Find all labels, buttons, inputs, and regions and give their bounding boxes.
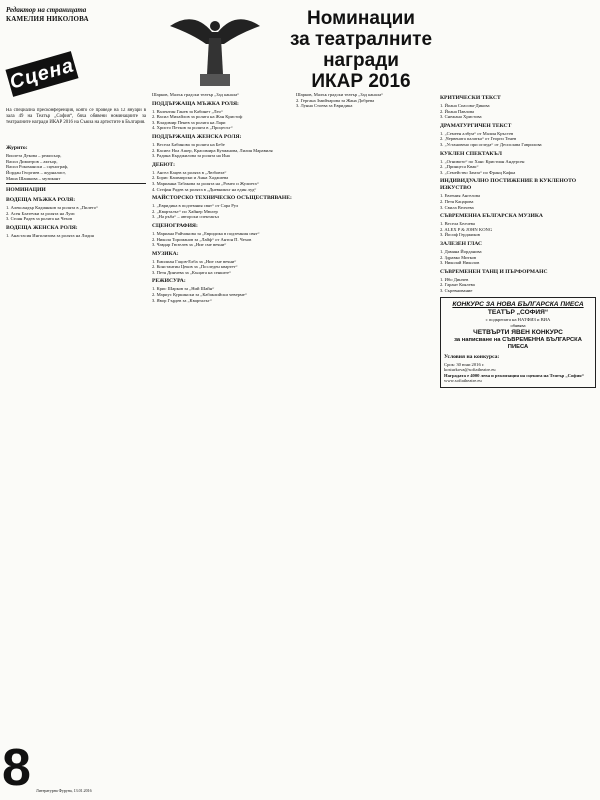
- debut-list: [152, 170, 292, 192]
- col2-intro: Шарков, Малък градски театър „Зад канала“: [152, 92, 240, 97]
- nominee: 1. Валентин Ганев за Кабинет „Лео“: [152, 108, 223, 114]
- editor-credit: [6, 6, 126, 23]
- contest-conditions-heading: Условия на конкурса:: [444, 353, 500, 360]
- column-2: [152, 92, 292, 303]
- column-1: [6, 108, 146, 776]
- nominee: 2. Касиел Ноа Ашер, Красимира Кузманова, Лилия Маравиля: [152, 147, 273, 153]
- nominee: 3. Лунна Стоева за Евридика: [296, 103, 353, 109]
- nominee: 1. „Евридика в подземния свят“ от Сара Рул: [152, 203, 239, 209]
- editor-name: КАМЕЛИЯ НИКОЛОВА: [6, 14, 89, 23]
- drama-heading: ДРАМАТУРГИЧЕН ТЕКСТ: [440, 122, 512, 129]
- nominations-heading: НОМИНАЦИИ: [6, 187, 46, 194]
- nominee: 2. Гергана Змийчарова за Жана Добрева: [296, 97, 375, 103]
- figure-pedestal: [200, 74, 230, 86]
- nominee: 1. Мариана Райчинова за „Евридика в подземния свят“: [152, 230, 260, 236]
- nominee: 3. Йосиф Герджиков: [440, 232, 480, 238]
- nominee: 1. Дамяна Йорданова: [440, 248, 482, 254]
- nominee: 3. Владимир Пенев за ролята на Лари: [152, 119, 226, 125]
- intro-paragraph: На специална пресконференция, която се проведе на 12 януари в зала 49 на Театър „София“, бяха обявени номинациите за театралните награди ИКАР 2016 на Съюза на артистите в България.: [6, 108, 146, 125]
- nominee: 2. Васил Михайлов за ролята на Жан Кристоф: [152, 114, 243, 120]
- column-4: [440, 92, 596, 388]
- jury-member: Маша Шашкова – музикант: [6, 175, 61, 181]
- nominee: 2. Петя Кацарова: [440, 198, 474, 204]
- music-list: [152, 259, 292, 276]
- nominee: 2. ALEX P & JOHN KONG: [440, 226, 493, 232]
- director-list: [152, 286, 292, 303]
- puppet-list: [440, 159, 596, 176]
- voice-heading: ЗАЛЕЗЕН ГЛАС: [440, 240, 483, 247]
- achievement-heading: МАЙСТОРСКО ТЕХНИЧЕСКО ОСЪЩЕСТВЯВАНЕ:: [152, 195, 292, 202]
- nominee: 4. Христо Петков за ролята в „Процесът“: [152, 125, 233, 131]
- ikar-statuette-figure: [166, 4, 264, 90]
- contest-subject: за написване на СЪВРЕМЕННА БЪЛГАРСКА ПИЕСА: [454, 336, 582, 350]
- contest-site: www.sofiatheatre.eu: [444, 378, 482, 384]
- imprint-line: Литературна Фуруна, 13.01.2016: [36, 788, 92, 793]
- drama-list: [440, 131, 596, 148]
- nominee: 3. Петя Динчева за „Къщата на сенките“: [152, 269, 232, 275]
- title-line-2: за театралните награди: [289, 29, 433, 71]
- nominee: 1. Александър Кадиянков за ролята в „Пилето“: [6, 205, 99, 211]
- lead-female-heading: ВОДЕЩА ЖЕНСКА РОЛЯ:: [6, 224, 78, 231]
- nominee: 1. Анастасия Ингилизова за ролята на Лидия: [6, 232, 94, 238]
- music-bg-list: [440, 221, 596, 238]
- jury-member: Йордан Георгиев – журналист,: [6, 169, 66, 175]
- col3-cast: [296, 98, 436, 109]
- dance-heading: СЪВРЕМЕНЕН ТАНЦ И ПЪРФОРМАНС: [440, 268, 548, 275]
- scenography-heading: СЦЕНОГРАФИЯ:: [152, 222, 198, 229]
- nominee: 2. Здравко Митков: [440, 254, 477, 260]
- nominee: 3. Съревнование: [440, 287, 473, 293]
- nominee: 4. Стефан Радев за ролята в „Дневникът на един луд“: [152, 186, 257, 192]
- nominee: 3. Стоян Радев за ролята на Чехов: [6, 216, 73, 222]
- music-bg-heading: СЪВРЕМЕННА БЪЛГАРСКА МУЗИКА: [440, 213, 543, 220]
- nominee: 3. Снежана Христова: [440, 114, 482, 120]
- individual-list: [440, 193, 596, 210]
- nominee: 3. „Установено при огледа“ от Десислава Гаврилова: [440, 141, 542, 147]
- jury-list: [6, 153, 146, 181]
- scenography-list: [152, 231, 292, 248]
- jury-member: Виолета Декова – режисьор,: [6, 153, 62, 159]
- support-male-list: [152, 109, 292, 131]
- jury-member: Васил Рокомански – сценограф,: [6, 164, 69, 170]
- nominee: 2. Мариус Куркински за „Кабаклийски чеверме“: [152, 292, 247, 298]
- nominee: 2. Асен Блатечки за ролята на Луис: [6, 210, 76, 216]
- debut-heading: ДЕБЮТ:: [152, 161, 176, 168]
- page-number: 8: [2, 739, 31, 797]
- title-line-1: Номинации: [307, 8, 415, 29]
- nominee: 3. „Семейство Замза“ по Франц Кафка: [440, 169, 516, 175]
- nominee: 1. Весела Бабинова за ролята на Бебе: [152, 141, 225, 147]
- figure-body: [207, 38, 223, 74]
- nominee: 2. Гарант Коялева: [440, 282, 475, 288]
- nominee: 3. Чавдар Гюзелев за „Ние сме вечни“: [152, 242, 227, 248]
- support-female-heading: ПОДДЪРЖАЩА ЖЕНСКА РОЛЯ:: [152, 133, 242, 140]
- section-stamp: Сцена: [5, 51, 78, 97]
- nominee: 2. „Кварталът“ по Хайнер Мюлер: [152, 208, 218, 214]
- nominee: 2. Никола Тороманов за „Лайф“ от Антон П. Чехов: [152, 236, 252, 242]
- nominee: 1. Евгения Ангелова: [440, 193, 480, 199]
- jury-member: Васил Димитров – актьор,: [6, 158, 58, 164]
- col3-intro: Шарков, Малък градски театър „Зад канала“: [296, 92, 384, 97]
- page-title: [262, 8, 460, 92]
- individual-heading: ИНДИВИДУАЛНО ПОСТИЖЕНИЕ В КУКЛЕНОТО ИЗКУСТВО: [440, 178, 577, 192]
- puppet-heading: КУКЛЕН СПЕКТАКЪЛ: [440, 150, 502, 157]
- nominee: 2. Борис Кашмирски и Анна Хаджиева: [152, 175, 229, 181]
- nominee: 1. Крис Шарков за „Ний Шайн“: [152, 286, 215, 292]
- contest-theatre: ТЕАТЪР „СОФИЯ“: [487, 309, 549, 317]
- voice-list: [440, 249, 596, 266]
- nominee: 3. Свила Велчева: [440, 204, 474, 210]
- figure-head: [210, 21, 220, 31]
- achievement-list: [152, 203, 292, 220]
- nominee: 1. „Семеен албум“ от Малин Кръстев: [440, 130, 514, 136]
- nominee: 2. „Червената палатка“ от Георги Тенев: [440, 136, 517, 142]
- nominee: 1. Весела Белчева: [440, 221, 475, 227]
- contest-announce: обявява: [510, 323, 526, 329]
- lead-male-list: [6, 205, 146, 222]
- contest-email: kosturkova@sofiatheatre.eu: [444, 367, 496, 373]
- contest-announcement: [440, 297, 596, 388]
- nominee: 1. „Огнивото“ по Ханс Кристиан Андерсен: [440, 158, 525, 164]
- lead-female-list: [6, 233, 146, 239]
- contest-support: с подкрепата на НАТФИЗ и ВИА: [485, 317, 551, 323]
- nominee: 3. „На ръба“ – авторски спектакъл: [152, 214, 220, 220]
- nominee: 3. Николай Николов: [440, 260, 480, 266]
- nominee: 1. Ибо Динчев: [440, 276, 469, 282]
- divider: [6, 183, 146, 184]
- editor-role: Редактор на страницата: [6, 6, 87, 14]
- nominee: 1. Йоана Спасова-Дикова: [440, 103, 490, 108]
- nominee: 1. Ангел Кацев за ролята в „Любовта“: [152, 169, 227, 175]
- nominee: 3. Явор Гърдев за „Кварталът“: [152, 297, 212, 303]
- lead-male-heading: ВОДЕЩА МЪЖКА РОЛЯ:: [6, 197, 76, 204]
- dance-list: [440, 277, 596, 294]
- music-heading: МУЗИКА:: [152, 250, 179, 257]
- nominee: 3. Марианна Табакова за ролята на „Ромео и Жулиета“: [152, 180, 259, 186]
- nominee: 2. Йоана Павлова: [440, 108, 475, 114]
- critic-list: [440, 103, 596, 120]
- contest-deadline: Срок: 30 юни 2016 г.: [444, 361, 485, 367]
- support-male-heading: ПОДДЪРЖАЩА МЪЖКА РОЛЯ:: [152, 100, 239, 107]
- contest-name: ЧЕТВЪРТИ ЯВЕН КОНКУРС: [473, 328, 563, 336]
- nominee: 3. Радина Кърджилова за ролята на Ина: [152, 153, 230, 159]
- jury-heading: Журито:: [6, 145, 28, 152]
- contest-prize: Наградата е 4000 лева и реализация на сцената на Театър „София“: [444, 372, 584, 378]
- nominee: 2. „Принцеса Квак“: [440, 164, 479, 170]
- title-line-3: ИКАР 2016: [311, 71, 411, 92]
- contest-title: КОНКУРС ЗА НОВА БЪЛГАРСКА ПИЕСА: [452, 301, 584, 309]
- nominee: 1. Емилиан Гацов-Елба за „Ние сме вечни“: [152, 258, 237, 264]
- column-3: [296, 92, 436, 109]
- director-heading: РЕЖИСУРА:: [152, 278, 186, 285]
- nominee: 2. Константин Цеков за „Последен квартет“: [152, 264, 238, 270]
- body-filler-1: [6, 125, 146, 142]
- critic-heading: КРИТИЧЕСКИ ТЕКСТ: [440, 95, 501, 101]
- support-female-list: [152, 142, 292, 159]
